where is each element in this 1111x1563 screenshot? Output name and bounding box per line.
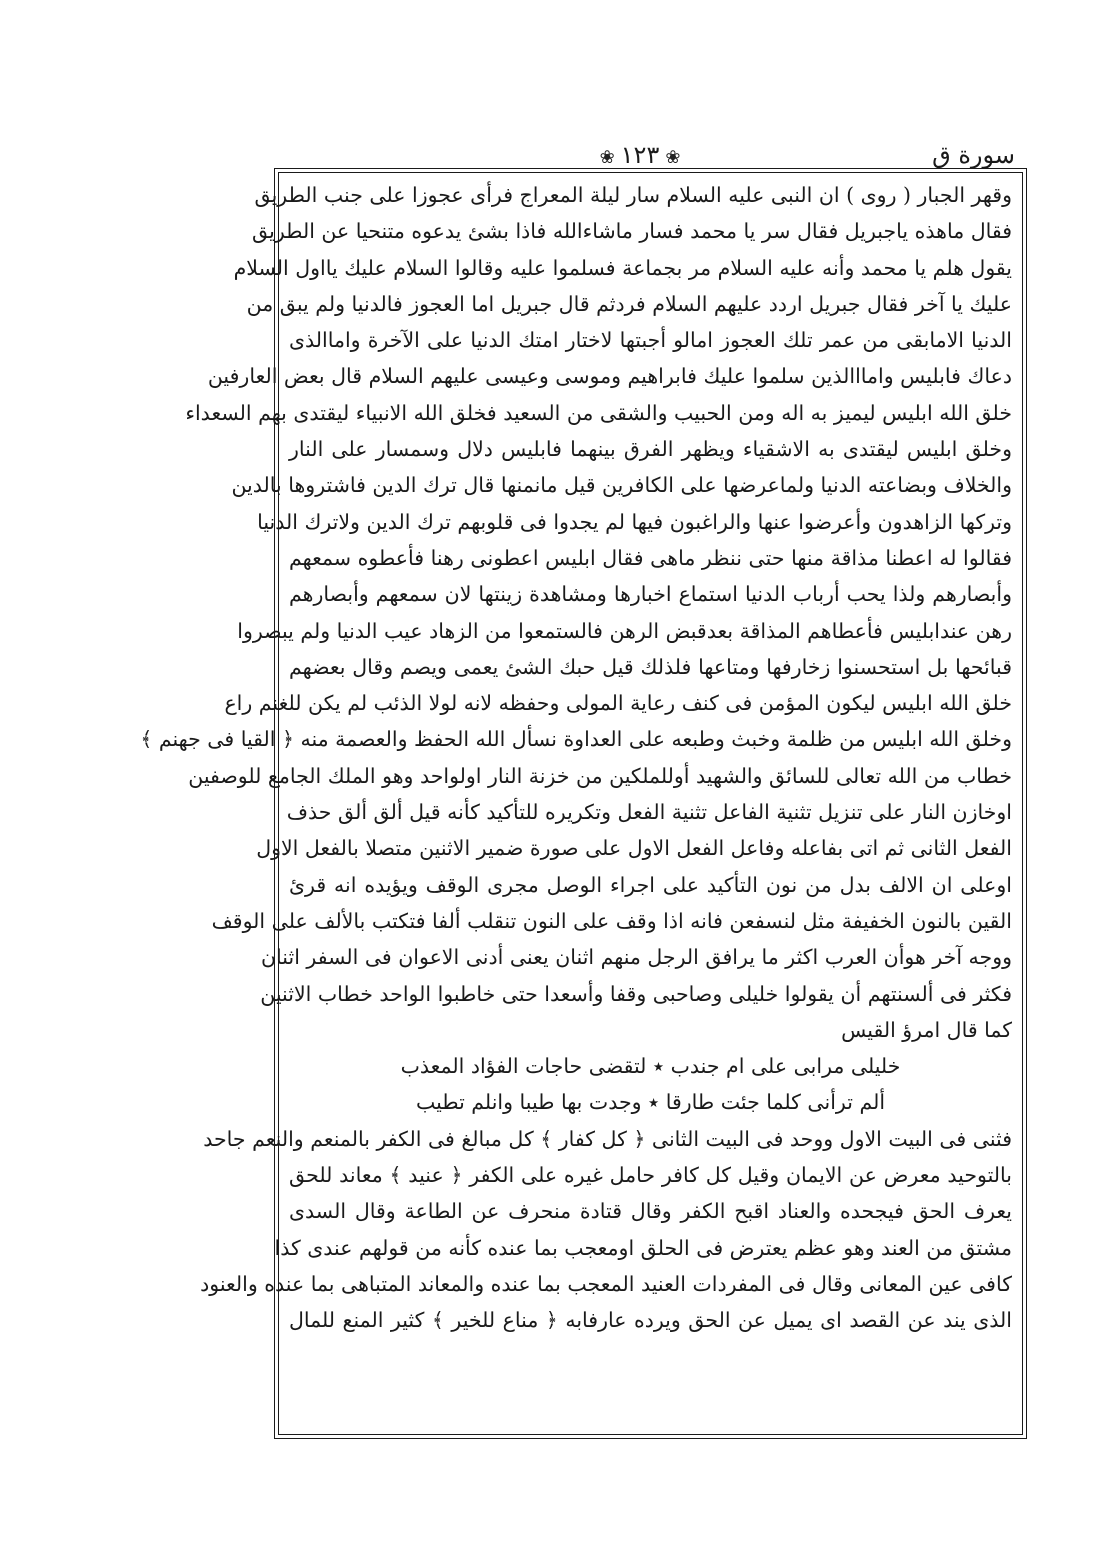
text-line: الذى يند عن القصد اى يميل عن الحق ويرده عارفابه ﴿ مناع للخير ﴾ كثير المنع للمال [289,1308,1012,1333]
text-line: وتركها الزاهدون وأعرضوا عنها والراغبون فيها لم يجدوا فى قلوبهم ترك الدين ولاترك الدنيا [257,509,1012,534]
text-line: وقهر الجبار ( روى ) ان النبى عليه السلام سار ليلة المعراج فرأى عجوزا على جنب الطريق [254,183,1012,207]
text-line: ووجه آخر هوأن العرب اكثر ما يرافق الرجل منهم اثنان يعنى أدنى الاعوان فى السفر اثنان [261,945,1012,970]
text-line: فثنى فى البيت الاول ووحد فى البيت الثانى ﴿ كل كفار ﴾ كل مبالغ فى الكفر بالمنعم والنعم جاحد [203,1126,1012,1151]
ornament-left-icon: ❀ [599,147,615,168]
text-line: اوعلى ان الالف بدل من نون التأكيد على اجراء الوصل مجرى الوقف ويؤيده انه قرئ [289,872,1012,897]
text-line: رهن عندابليس فأعطاهم المذاقة بعدقبض الرهن فالستمعوا من الزهاد عيب الدنيا ولم يبصروا [237,618,1012,643]
text-line: خطاب من الله تعالى للسائق والشهيد أوللملكين من خزنة النار اولواحد وهو الملك الجامع للوصفين [188,763,1012,788]
text-line: يقول هلم يا محمد وأنه عليه السلام مر بجماعة فسلموا عليه وقالوا السلام عليك يااول السلام [233,255,1012,280]
page-number-ornament [594,140,687,173]
text-line: خلق الله ابليس ليكون المؤمن فى كنف رعاية المولى وحفظه لانه لولا الذئب لم يكن للغنم راع [224,691,1012,716]
text-line: وأبصارهم ولذا يحب أرباب الدنيا استماع اخبارها ومشاهدة زينتها لان سمعهم وأبصارهم [289,582,1012,607]
text-line: خلق الله ابليس ليميز به اله ومن الحبيب والشقى من السعيد فخلق الله الانبياء ليقتدى بهم السعداء [185,400,1012,425]
text-line: دعاك فابليس وامااالذين سلموا عليك فابراهيم وموسى وعيسى عليهم السلام قال بعض العارفين [207,364,1012,389]
text-line: بالتوحيد معرض عن الايمان وقيل كل كافر حامل غيره على الكفر ﴿ عنيد ﴾ معاند للحق [289,1163,1012,1188]
page-number: ١٢٣ [620,141,660,169]
text-line: كافى عين المعانى وقال فى المفردات العنيد المعجب بما عنده والمعاند المتباهى بما عنده والعنود [200,1271,1012,1296]
text-frame [140,172,1023,1435]
text-line: وخلق ابليس ليقتدى به الاشقياء ويظهر الفرق بينهما فابليس دلال وسمسار على النار [289,437,1012,462]
text-line: والخلاف وبضاعته الدنيا ولماعرضها على الكافرين قيل مانمنها قال ترك الدين فاشتروها بالدين [231,473,1012,498]
text-line: قبائحها بل استحسنوا زخارفها ومتاعها فلذلك قيل حبك الشئ يعمى ويصم وقال بعضهم [289,654,1012,679]
text-line: فكثر فى ألسنتهم أن يقولوا خليلى وصاحبى وقفا وأسعدا حتى خاطبوا الواحد خطاب الاثنين [260,981,1012,1006]
surah-name: سورة ق [932,141,1015,169]
verse-line: خليلى مرابى على ام جندب ٭ لتقضى حاجات الفؤاد المعذب [400,1054,901,1079]
page-header [265,138,1015,174]
text-line: يعرف الحق فيجحده والعناد اقبح الكفر وقال قتادة منحرف عن الطاعة وقال السدى [289,1199,1012,1224]
text-line: وخلق الله ابليس من ظلمة وخبث وطبعه على العداوة نسأل الله الحفظ والعصمة منه ﴿ القيا فى جهنم ﴾ [140,727,1012,752]
ornament-right-icon: ❀ [665,147,681,168]
text-line: الفعل الثانى ثم اتى بفاعله وفاعل الفعل الاول على صورة ضمير الاثنين متصلا بالفعل الاول [256,836,1012,861]
text-line: فقالوا له اعطنا مذاقة منها حتى ننظر ماهى فقال ابليس اعطونى رهنا فأعطوه سمعهم [289,545,1012,570]
text-line: اوخازن النار على تنزيل تثنية الفاعل تثنية الفعل وتكريره للتأكيد كأنه قيل ألق ألق حذف [286,800,1012,825]
verse-line: ألم ترأنى كلما جئت طارقا ٭ وجدت بها طيبا وانلم تطيب [415,1090,886,1115]
text-line: كما قال امرؤ القيس [841,1017,1012,1042]
text-line: فقال ماهذه ياجبريل فقال سر يا محمد فسار ماشاءالله فاذا بشئ يدعوه متنحيا عن الطريق [252,219,1012,244]
text-line: مشتق من العند وهو عظم يعترض فى الحلق اومعجب بما عنده كأنه من قولهم عندى كذا [274,1235,1012,1260]
text-line: القين بالنون الخفيفة مثل لنسفعن فانه اذا وقف على النون تنقلب ألفا فتكتب بالألف على الوقف [211,908,1012,933]
text-line: عليك يا آخر فقال جبريل اردد عليهم السلام فردثم قال جبريل اما العجوز فالدنيا ولم يبق من [246,291,1012,316]
body-text [140,177,1012,1339]
text-line: الدنيا الامابقى من عمر تلك العجوز امالو أجبتها لاختار امتك الدنيا على الآخرة واماالذى [289,328,1012,353]
